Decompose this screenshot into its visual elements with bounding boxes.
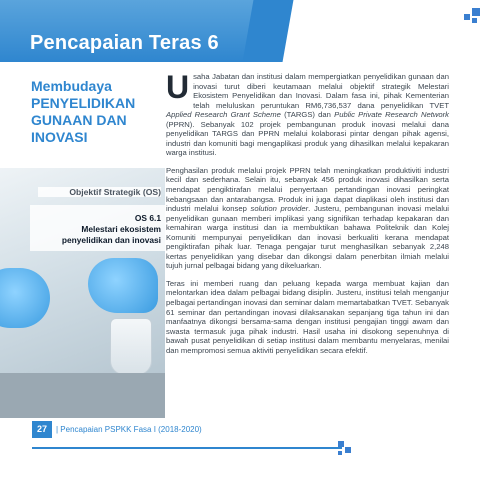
theme-line-1: Membudaya [31, 78, 112, 94]
theme-heading [31, 78, 176, 146]
page-title: Pencapaian Teras 6 [30, 32, 219, 54]
paragraph-1 [166, 69, 449, 158]
paragraph-1-italic-a: Applied Research Grant Scheme [166, 110, 281, 120]
theme-line-2: PENYELIDIKAN GUNAAN DAN INOVASI [31, 95, 136, 145]
paragraph-2-text-a: Penghasilan produk melalui projek PPRN telah meningkatkan produktiviti industri kecil dan sederhana. Selain itu, sebanyak 456 produk inovasi dihasilkan serta mendapat pengiktirafan melalui penyertaan pertandingan inovasi peringkat kebangsaan dan antarabangsa. Produk ini juga dapat diaplikasi oleh institusi dan industri melalui konsep [166, 165, 449, 214]
photo-bench [0, 373, 165, 418]
objective-description: Melestari ekosistem penyelidikan dan inovasi [61, 224, 161, 245]
drop-cap: U [166, 69, 190, 105]
photo-glove-right [88, 258, 158, 313]
paragraph-3 [166, 279, 449, 355]
paragraph-1-italic-b: Public Private Research Network [334, 110, 449, 120]
footer-text: | Pencapaian PSPKK Fasa I (2018-2020) [56, 425, 202, 434]
footer-divider [32, 447, 342, 449]
paragraph-2-italic: solution provider [250, 204, 309, 214]
photo-flask [110, 318, 152, 375]
body-text [166, 69, 450, 363]
paragraph-2 [166, 166, 449, 271]
paragraph-1-text-c: (PPRN). Sebanyak 102 projek pembangunan produk inovasi melalui dana penyelidikan TARGS dan PPRN melalui kolaborasi pintar dengan pihak agensi, industri dan komuniti bagi mengaplikasi produk yang dihasilkan melalui kepakaran warga institusi. [166, 119, 449, 158]
paragraph-1-text-b: (TARGS) dan [280, 110, 335, 120]
objective-code: OS 6.1 [134, 213, 161, 223]
paragraph-2-text-b: . Justeru, pembangunan inovasi melalui penyelidikan gunaan memberi implikasi yang signifikan terhadap kepakaran dan kemahiran warga institusi dan ia membuktikan bahawa Politeknik dan Kolej Komuniti mempunyai penyelidikan dan inovasi berkualiti kerana mendapat pengiktirafan pihak luar. Tenaga pengajar turut menghasilkan sebanyak 2,248 kertas penyelidikan yang disebar dan dikongsi dalam penerbitan ilmiah melalui tujuh jurnal pelbagai bidang yang dikeluarkan. [166, 204, 450, 271]
paragraph-1-text-a: saha Jabatan dan institusi dalam mempergiatkan penyelidikan gunaan dan inovasi turut diberi keutamaan melalui objektif strategik Melestari Ekosistem Penyelidikan dan Inovasi. Dalam fasa ini, pihak Kementerian telah meluluskan peruntukan RM6,736,537 dana penyelidikan TVET [193, 72, 449, 110]
page-number: 27 [32, 421, 52, 438]
paragraph-3-text: Teras ini memberi ruang dan peluang kepada warga membuat kajian dan melontarkan idea dalam pelbagai bidang disiplin. Justeru, institusi telah menganjur pelbagai pertandingan inovasi dan seminar dalam memartabatkan TVET. Sebanyak 61 seminar dan pertandingan inovasi dilaksanakan sepanjang tiga tahun ini dan manfaatnya dikongsi bersama-sama dengan institusi pengajian tinggi awam dan swasta termasuk juga pihak industri. Hasil usaha ini disokong sepenuhnya di bawah pusat penyelidikan di setiap institusi dalam membantu menyelaras, menilai dan mempromosi semua aktiviti penyelidikan secara efektif. [166, 278, 449, 355]
photo-glove-left [0, 268, 50, 328]
objective-box [30, 205, 165, 251]
objective-label: Objektif Strategik (OS) [38, 187, 161, 197]
